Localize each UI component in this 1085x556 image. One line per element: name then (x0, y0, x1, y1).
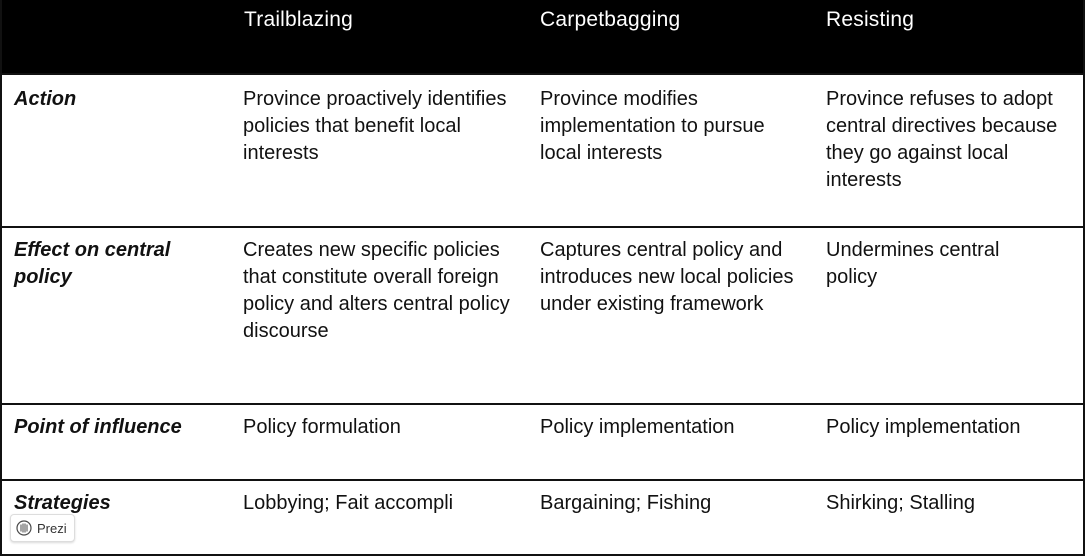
prezi-badge[interactable] (10, 514, 75, 542)
table-row-effect (2, 226, 1083, 403)
column-header-trailblazing: Trailblazing (244, 8, 353, 31)
row-label: Strategies (14, 492, 111, 514)
table-row-action (2, 73, 1083, 226)
table-cell: Shirking; Stalling (826, 492, 975, 514)
table-cell: Province modifies implementation to pursue local interests (540, 88, 765, 164)
table-cell: Policy implementation (826, 416, 1021, 438)
table-cell: Policy implementation (540, 416, 735, 438)
table-cell: Captures central policy and introduces new local policies under existing framework (540, 239, 794, 315)
prezi-logo-icon (16, 520, 32, 536)
prezi-badge-label: Prezi (37, 520, 67, 536)
table-cell: Bargaining; Fishing (540, 492, 712, 514)
table-cell: Province proactively identifies policies that benefit local interests (243, 88, 507, 164)
row-label: Point of influence (14, 416, 182, 438)
table-row-influence (2, 403, 1083, 479)
table-row-strategies (2, 479, 1083, 554)
row-label: Effect on central policy (14, 239, 171, 288)
row-label: Action (14, 88, 77, 110)
table-cell: Undermines central policy (826, 239, 1000, 288)
table-cell: Creates new specific policies that constitute overall foreign policy and alters central policy discourse (243, 239, 510, 342)
table-cell: Policy formulation (243, 416, 401, 438)
table-header (2, 0, 1083, 73)
table-cell: Lobbying; Fait accompli (243, 492, 454, 514)
table-cell: Province refuses to adopt central directives because they go against local interests (826, 88, 1058, 191)
column-header-carpetbagging: Carpetbagging (540, 8, 681, 31)
column-header-resisting: Resisting (826, 8, 915, 31)
